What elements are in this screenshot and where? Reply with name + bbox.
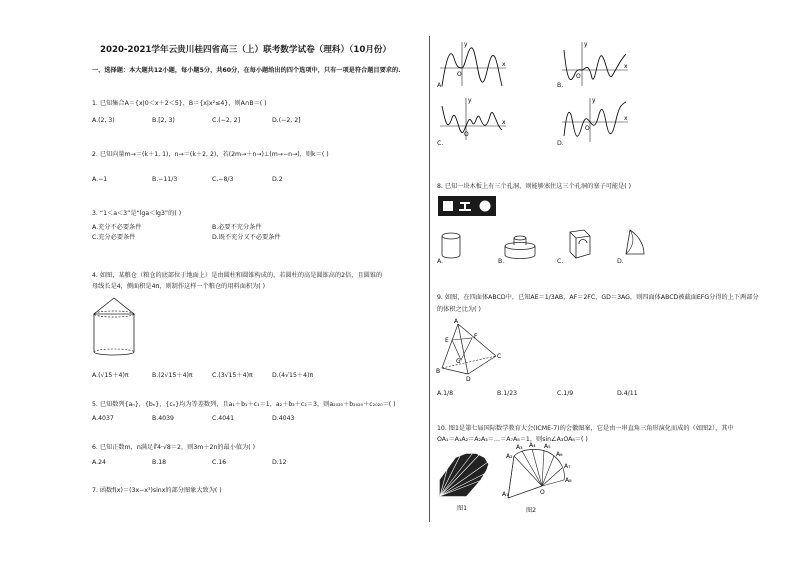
q9-point-c: C xyxy=(497,353,502,360)
q8-option-b: B. xyxy=(498,258,505,265)
granary-figure xyxy=(92,298,138,358)
q8-shape-c-block xyxy=(564,228,592,260)
q9-option-b: B.1/23 xyxy=(497,390,518,397)
q8-shape-b-stacked-cylinder xyxy=(502,234,538,262)
q7a-axis-x: x xyxy=(502,61,506,68)
section-header: 一、选择题：本大题共12小题，每小题5分，共60分，在每小题给出的四个选项中，只有一项是符合题目要求的. xyxy=(92,67,401,74)
q8-option-d: D. xyxy=(617,258,624,265)
q7-graph-a xyxy=(438,40,508,88)
q3-option-a: A.充分不必要条件 xyxy=(92,224,142,231)
q9-point-f: F xyxy=(474,333,478,340)
q5-option-c: C.4041 xyxy=(212,415,235,422)
q9-point-e: E xyxy=(445,337,449,344)
q7c-origin: O xyxy=(464,131,469,138)
q7d-origin: O xyxy=(585,125,590,132)
q7c-axis-x: x xyxy=(502,119,506,126)
q9-option-d: D.4/11 xyxy=(617,390,638,397)
q2-option-c: C.−8/3 xyxy=(212,176,234,183)
q6-option-a: A.24 xyxy=(92,459,106,466)
q5-option-b: B.4039 xyxy=(152,415,174,422)
q2-stem: 2. 已知向量m→＝(k＋1, 1)，n→＝(k＋2, 2)，若(2m→＋n→)⊥(m→−n→)，则k＝( ) xyxy=(92,151,329,158)
q4-option-d: D.(4√15＋4)π xyxy=(272,372,314,379)
page-title: 2020-2021学年云贵川桂四省高三（上）联考数学试卷（理科）（10月份） xyxy=(100,45,392,55)
q7b-axis-x: x xyxy=(624,63,628,70)
right-triangle-spiral-figure xyxy=(502,442,576,504)
q7b-origin: O xyxy=(576,73,581,80)
q10-stem-line2: OA₁＝A₁A₂＝A₂A₃＝…＝A₇A₈＝1，则sin∠A₃OA₈＝( ) xyxy=(437,436,588,443)
q7-option-c: C. xyxy=(437,140,444,147)
q6-option-d: D.12 xyxy=(272,459,287,466)
q10-point-a6: A₆ xyxy=(556,451,563,458)
q4-stem-line2: 母线长是4，侧面积是4π，则制作这样一个粮仓的用料面积为( ) xyxy=(92,283,266,290)
q8-board-figure xyxy=(438,196,496,216)
q10-figure1-caption: 图1 xyxy=(457,505,468,512)
q10-point-a7: A₇ xyxy=(564,463,571,470)
q8-option-a: A. xyxy=(437,258,444,265)
q9-stem-line2: 的体积之比为( ) xyxy=(437,306,481,313)
q7-stem: 7. 函数f(x)＝(3x−x³)sinx的部分图象大致为( ) xyxy=(92,487,222,494)
q7-graph-b xyxy=(560,40,630,88)
column-divider xyxy=(429,36,430,522)
q7b-axis-y: y xyxy=(584,41,588,48)
q1-option-b: B.[2, 3) xyxy=(152,117,175,124)
q2-option-b: B.−11/3 xyxy=(152,176,178,183)
q2-option-a: A.−1 xyxy=(92,176,108,183)
q5-option-d: D.4043 xyxy=(272,415,295,422)
q7-option-a: A. xyxy=(437,82,444,89)
q10-point-a5: A₅ xyxy=(544,443,551,450)
icme-emblem-figure xyxy=(436,450,492,500)
q10-point-a4: A₄ xyxy=(529,442,536,449)
q10-stem-line1: 10. 图1是第七届国际数学教育大会(ICME-7)的会徽图案，它是由一串直角三角形演化而成的（如图2），其中 xyxy=(437,425,734,432)
q2-option-d: D.2 xyxy=(272,176,283,183)
q7d-axis-x: x xyxy=(624,115,628,122)
q3-option-c: C.充分必要条件 xyxy=(92,234,136,241)
q1-stem: 1. 已知集合A＝{x|0＜x＋2＜5}，B＝{x|x²≤4}，则A∩B＝( ) xyxy=(92,100,267,107)
q9-point-a: A xyxy=(454,318,459,325)
q9-option-c: C.1/9 xyxy=(557,390,574,397)
q3-option-b: B.必要不充分条件 xyxy=(212,224,262,231)
q10-point-a1: A₁ xyxy=(502,491,509,498)
q7c-axis-y: y xyxy=(468,97,472,104)
q4-option-c: C.(3√15＋4)π xyxy=(212,372,253,379)
q10-point-a8: A₈ xyxy=(565,477,572,484)
q9-option-a: A.1/8 xyxy=(437,390,454,397)
q1-option-a: A.(2, 3) xyxy=(92,117,115,124)
tetrahedron-figure xyxy=(436,318,502,383)
q7-graph-c xyxy=(438,96,508,142)
q4-option-b: B.(2√15＋4)π xyxy=(152,372,193,379)
q7-option-b: B. xyxy=(557,82,564,89)
q3-stem: 3. “1＜a＜3”是“lga＜lg3”的( ) xyxy=(92,210,182,217)
q9-stem-line1: 9. 如图，在四面体ABCD中，已知AE＝1/3AB，AF＝2FC，GD＝3AG，则四面体ABCD被截面EFG分得的上下两部分 xyxy=(437,294,759,301)
q7a-origin: O xyxy=(457,71,462,78)
q6-stem: 6. 已知正数m，n满足∜4·√8＝2，则3m＋2n的最小值为( ) xyxy=(92,444,256,451)
q8-stem: 8. 已知一块木板上有三个孔洞，则能够塞住这三个孔洞的塞子可能是( ) xyxy=(437,183,632,190)
q7a-axis-y: y xyxy=(464,41,468,48)
q7d-axis-y: y xyxy=(592,97,596,104)
q9-point-b: B xyxy=(436,368,441,375)
q10-figure2-caption: 图2 xyxy=(526,507,537,514)
q1-option-d: D.(−2, 2] xyxy=(272,117,301,124)
q8-option-c: C. xyxy=(557,258,564,265)
q7-option-d: D. xyxy=(557,140,564,147)
q5-stem: 5. 已知数列{aₙ}，{bₙ}，{cₙ}均为等差数列，且a₁＋b₁＋c₁＝1，a₂＋b₂＋c₂＝3，则a₂₀₂₀＋b₂₀₂₀＋c₂₀₂₀＝( ) xyxy=(92,401,396,408)
q9-point-d: D xyxy=(466,376,471,383)
q5-option-a: A.4037 xyxy=(92,415,114,422)
q8-shape-d-wedge xyxy=(622,228,648,260)
q10-point-a2: A₂ xyxy=(506,453,513,460)
q7-graph-d xyxy=(560,96,630,144)
q3-option-d: D.既不充分又不必要条件 xyxy=(212,234,281,241)
q10-point-a3: A₃ xyxy=(516,444,523,451)
q10-point-o: O xyxy=(540,489,545,496)
q6-option-b: B.18 xyxy=(152,459,167,466)
q1-option-c: C.(−2, 2] xyxy=(212,117,241,124)
q8-shape-a-cylinder xyxy=(440,232,462,260)
q4-option-a: A.(√15＋4)π xyxy=(92,372,129,379)
q6-option-c: C.16 xyxy=(212,459,227,466)
q9-point-g: G xyxy=(456,358,461,365)
q4-stem-line1: 4. 如图，某粮仓（粮仓的底部位于地面上）是由圆柱和圆锥构成的，若圆柱的高是圆锥高的2倍，且圆锥的 xyxy=(92,272,383,279)
